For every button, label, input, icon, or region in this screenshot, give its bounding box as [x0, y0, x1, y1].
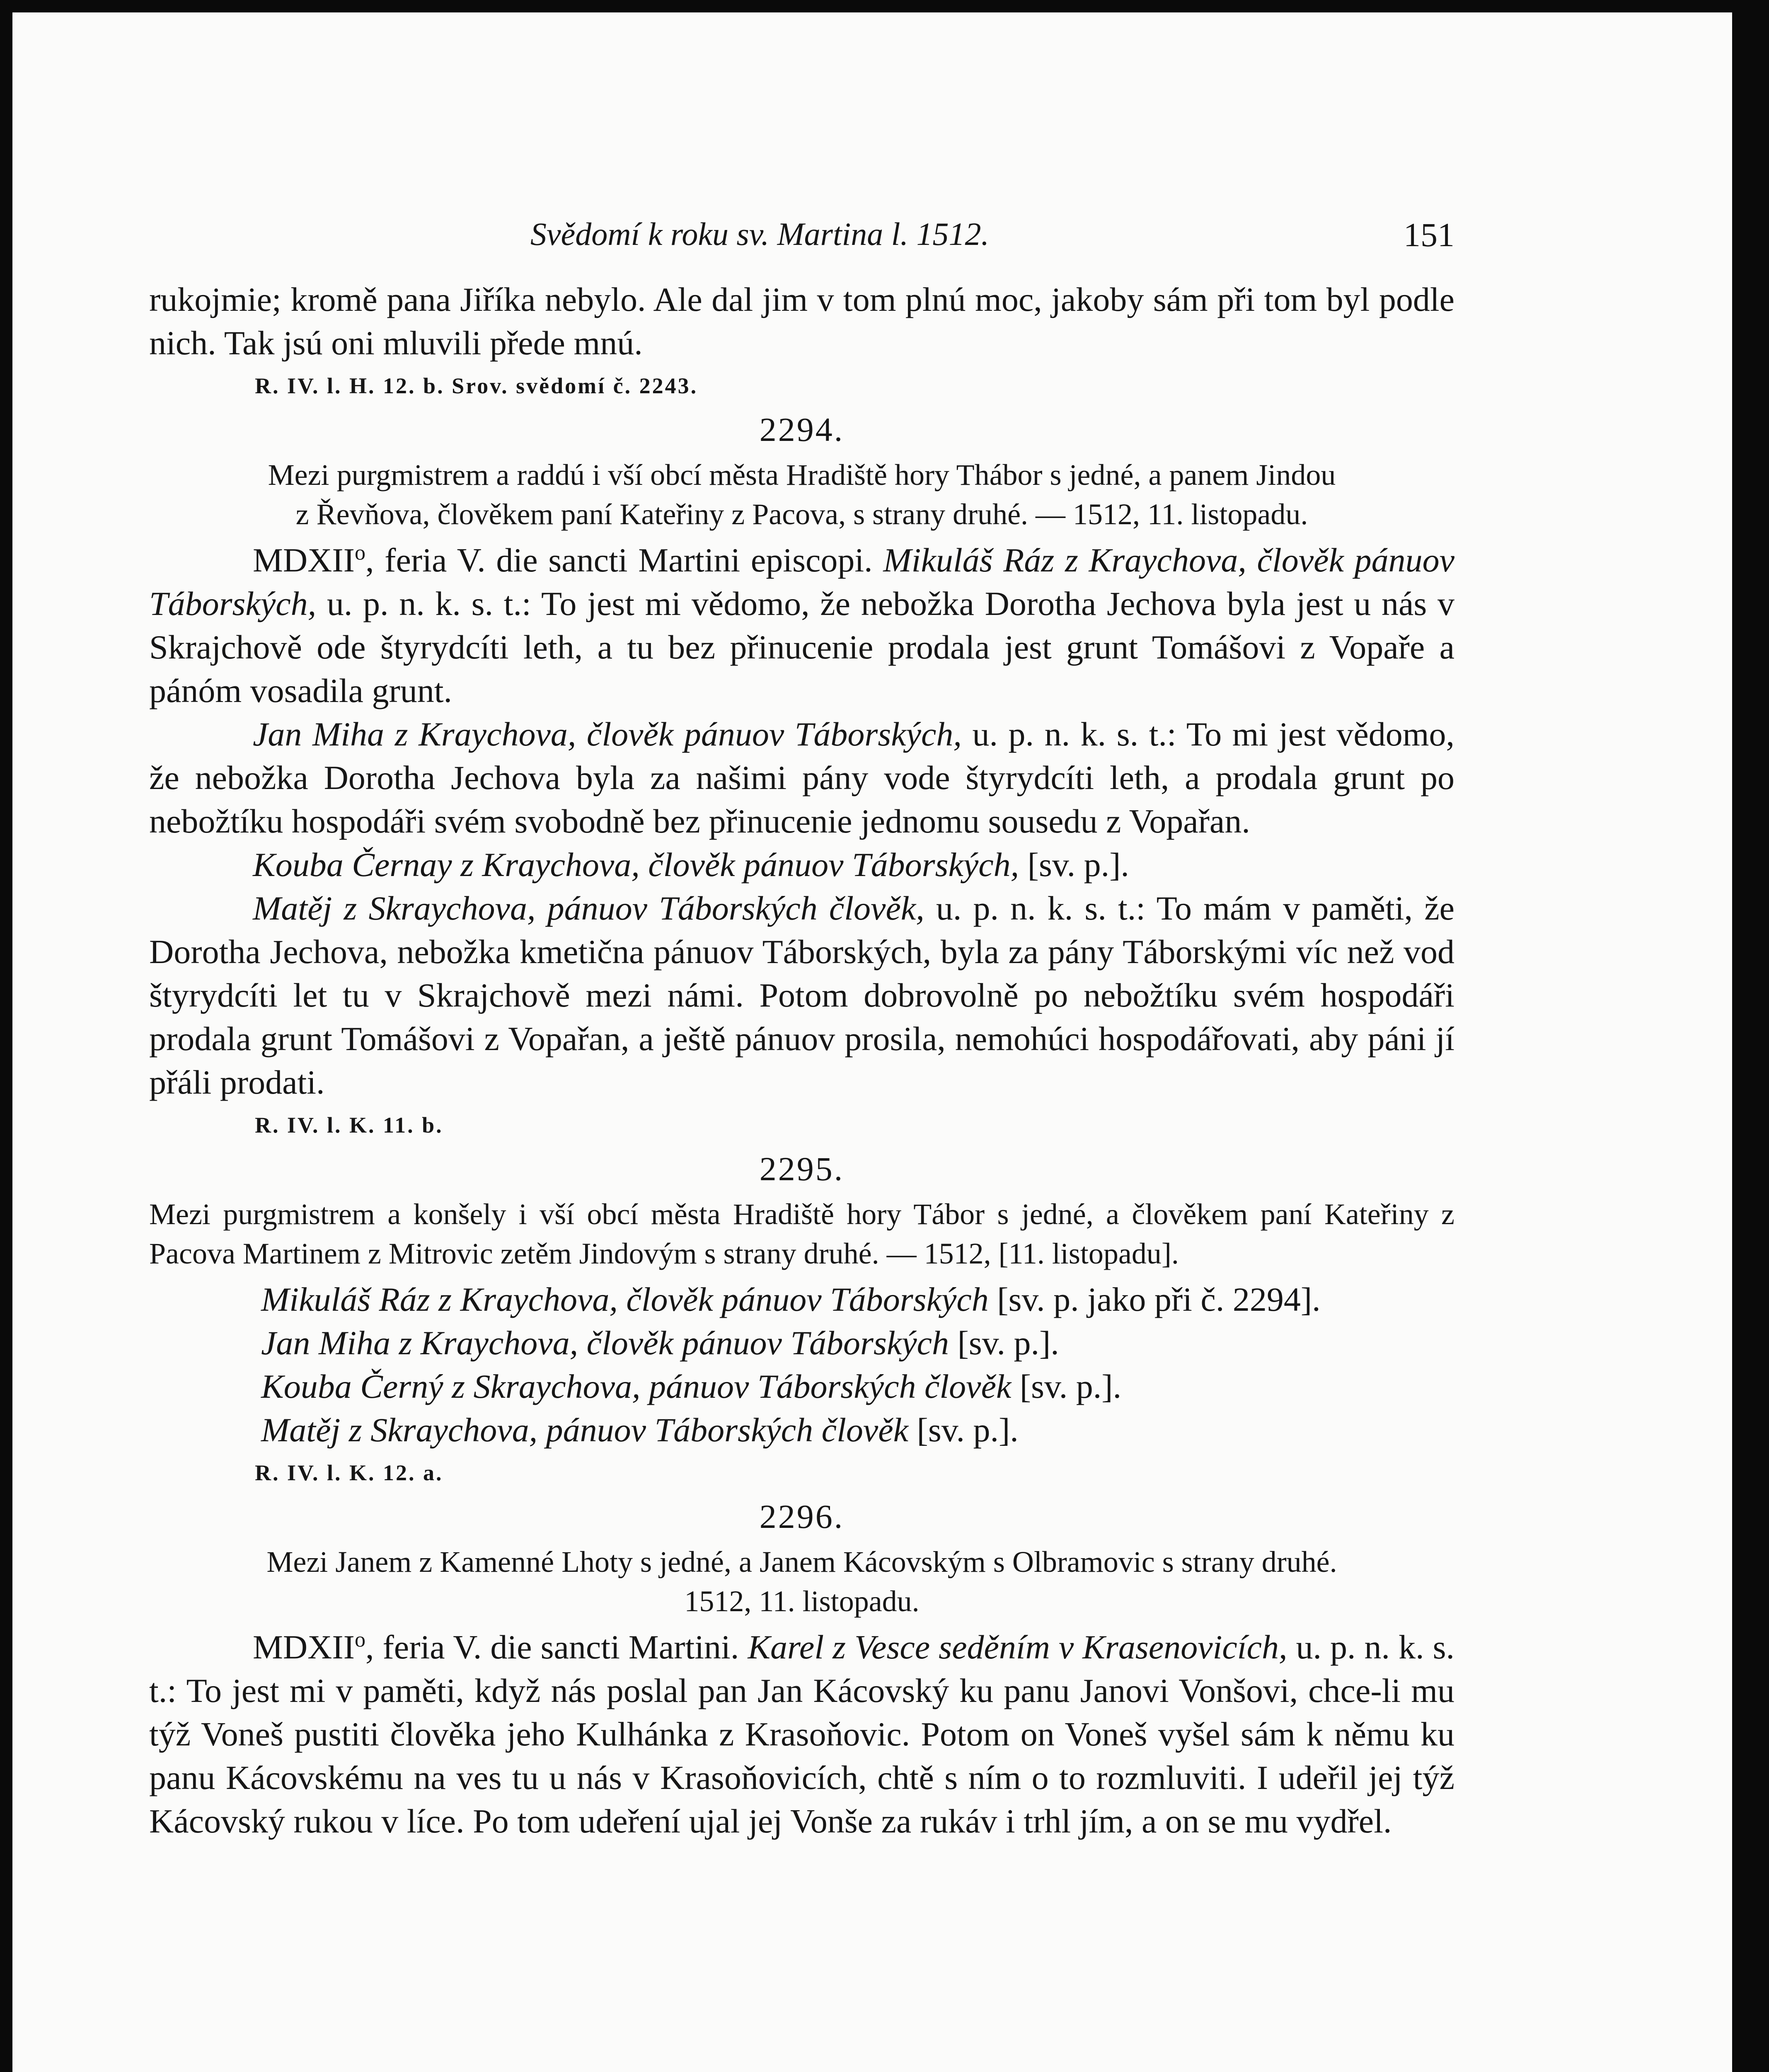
date-text: , feria V. die sancti Martini episcopi.: [365, 541, 873, 579]
witness-name: Jan Miha z Kraychova, člověk pánuov Táborských,: [253, 715, 962, 753]
testimony-paragraph: [149, 843, 1454, 886]
testimony-text: [sv. p.].: [957, 1324, 1059, 1362]
date-superscript: o: [354, 1628, 365, 1652]
running-title: Svědomí k roku sv. Martina l. 1512.: [530, 216, 989, 252]
date-text: MDXII: [253, 541, 355, 579]
testimony-text: u. p. n. k. s. t.: To jest mi vědomo, že nebožka Dorotha Jechova byla jest u nás v Skrajchově ode štyrydcíti leth, a tu bez přinucenie prodala jest grunt Tomášovi z Vopaře a pánóm vosadila grunt.: [149, 585, 1454, 709]
witness-name: Jan Miha z Kraychova, člověk pánuov Táborských: [261, 1324, 949, 1362]
testimony-text: [sv. p. jako při č. 2294].: [997, 1280, 1321, 1318]
entry-summary: [149, 455, 1454, 534]
entry-summary: Mezi purgmistrem a konšely i vší obcí města Hradiště hory Tábor s jedné, a člověkem paní Kateřiny z Pacova Martinem z Mitrovic zetěm Jindovým s strany druhé. — 1512, [11. listopadu].: [149, 1198, 1454, 1270]
witness-name: Kouba Černý z Skraychova, pánuov Táborských člověk: [261, 1368, 1012, 1405]
witness-line: [261, 1365, 1454, 1408]
testimony-text: [sv. p.].: [917, 1411, 1019, 1449]
summary-line: Mezi purgmistrem a raddú i vší obcí města Hradiště hory Thábor s jedné, a panem Jindou: [268, 458, 1336, 491]
page-body: [149, 278, 1454, 1843]
testimony-text: u. p. n. k. s. t.: To mi jest vědomo, že nebožka Dorotha Jechova byla za našimi pány vode štyrydcíti leth, a prodala grunt po nebožtíku hospodáři svém svobodně bez přinucenie jednomu sousedu z Vopařan.: [149, 715, 1454, 840]
witness-name: Kouba Černay z Kraychova, člověk pánuov Táborských,: [253, 846, 1019, 884]
archive-reference: R. IV. l. K. 11. b.: [255, 1113, 443, 1138]
date-superscript: o: [354, 541, 365, 565]
intro-paragraph: rukojmie; kromě pana Jiříka nebylo. Ale dal jim v tom plnú moc, jakoby sám při tom byl podle nich. Tak jsú oni mluvili přede mnú.: [149, 281, 1454, 362]
testimony-text: u. p. n. k. s. t.: To mám v paměti, že Dorotha Jechova, nebožka kmetična pánuov Táborských, byla za pány Táborskými víc než vod štyrydcíti let tu v Skrajchově mezi námi. Potom dobrovolně po nebožtíku svém hospodáři prodala grunt Tomášovi z Vopařan, a ještě pánuov prosila, nemohúci hospodářovati, aby páni jí přáli prodati.: [149, 889, 1454, 1101]
testimony-text: u. p. n. k. s. t.: To jest mi v paměti, když nás poslal pan Jan Kácovský ku panu Janovi Vonšovi, chce-li mu týž Voneš pustiti člověka jeho Kulhánka z Krasoňovic. Potom on Voneš vyšel sám k němu ku panu Kácovskému na ves tu u nás v Krasoňovicích, chtě s ním o to rozmluviti. I udeřil jej týž Kácovský rukou v líce. Po tom udeření ujal jej Vonše za rukáv i trhl jím, a on se mu vydřel.: [149, 1628, 1455, 1840]
testimony-paragraph: [149, 712, 1454, 843]
date-text: , feria V. die sancti Martini.: [365, 1628, 739, 1666]
summary-line: 1512, 11. listopadu.: [684, 1585, 920, 1618]
testimony-paragraph: [149, 1625, 1454, 1843]
document-page: [12, 12, 1732, 2072]
testimony-paragraph: [149, 886, 1454, 1104]
summary-line: z Řevňova, člověkem paní Kateřiny z Pacova, s strany druhé. — 1512, 11. listopadu.: [295, 498, 1308, 531]
witness-line: [261, 1408, 1454, 1452]
witness-line: [261, 1321, 1454, 1365]
witness-name: Mikuláš Ráz z Kraychova, člověk pánuov Táborských,: [149, 541, 1454, 622]
entry-number: 2295.: [759, 1150, 845, 1188]
entry-number: 2294.: [759, 411, 845, 448]
witness-name: Matěj z Skraychova, pánuov Táborských člověk: [261, 1411, 909, 1449]
archive-reference: R. IV. l. H. 12. b. Srov. svědomí č. 2243.: [255, 373, 698, 398]
entry-summary: [149, 1542, 1454, 1621]
witness-name: Matěj z Skraychova, pánuov Táborských člověk,: [253, 889, 924, 927]
testimony-text: [sv. p.].: [1019, 1368, 1122, 1405]
witness-name: Karel z Vesce seděním v Krasenovicích,: [748, 1628, 1287, 1666]
entry-number: 2296.: [759, 1498, 845, 1535]
page-header: [149, 203, 1454, 265]
testimony-text: [sv. p.].: [1027, 846, 1129, 884]
summary-line: Mezi Janem z Kamenné Lhoty s jedné, a Janem Kácovským s Olbramovic s strany druhé.: [266, 1545, 1337, 1578]
witness-name: Mikuláš Ráz z Kraychova, člověk pánuov Táborských: [261, 1280, 989, 1318]
date-text: MDXII: [253, 1628, 355, 1666]
witness-line: [261, 1278, 1454, 1321]
page-number: 151: [1404, 216, 1454, 254]
archive-reference: R. IV. l. K. 12. a.: [255, 1460, 443, 1485]
testimony-paragraph: [149, 538, 1454, 712]
